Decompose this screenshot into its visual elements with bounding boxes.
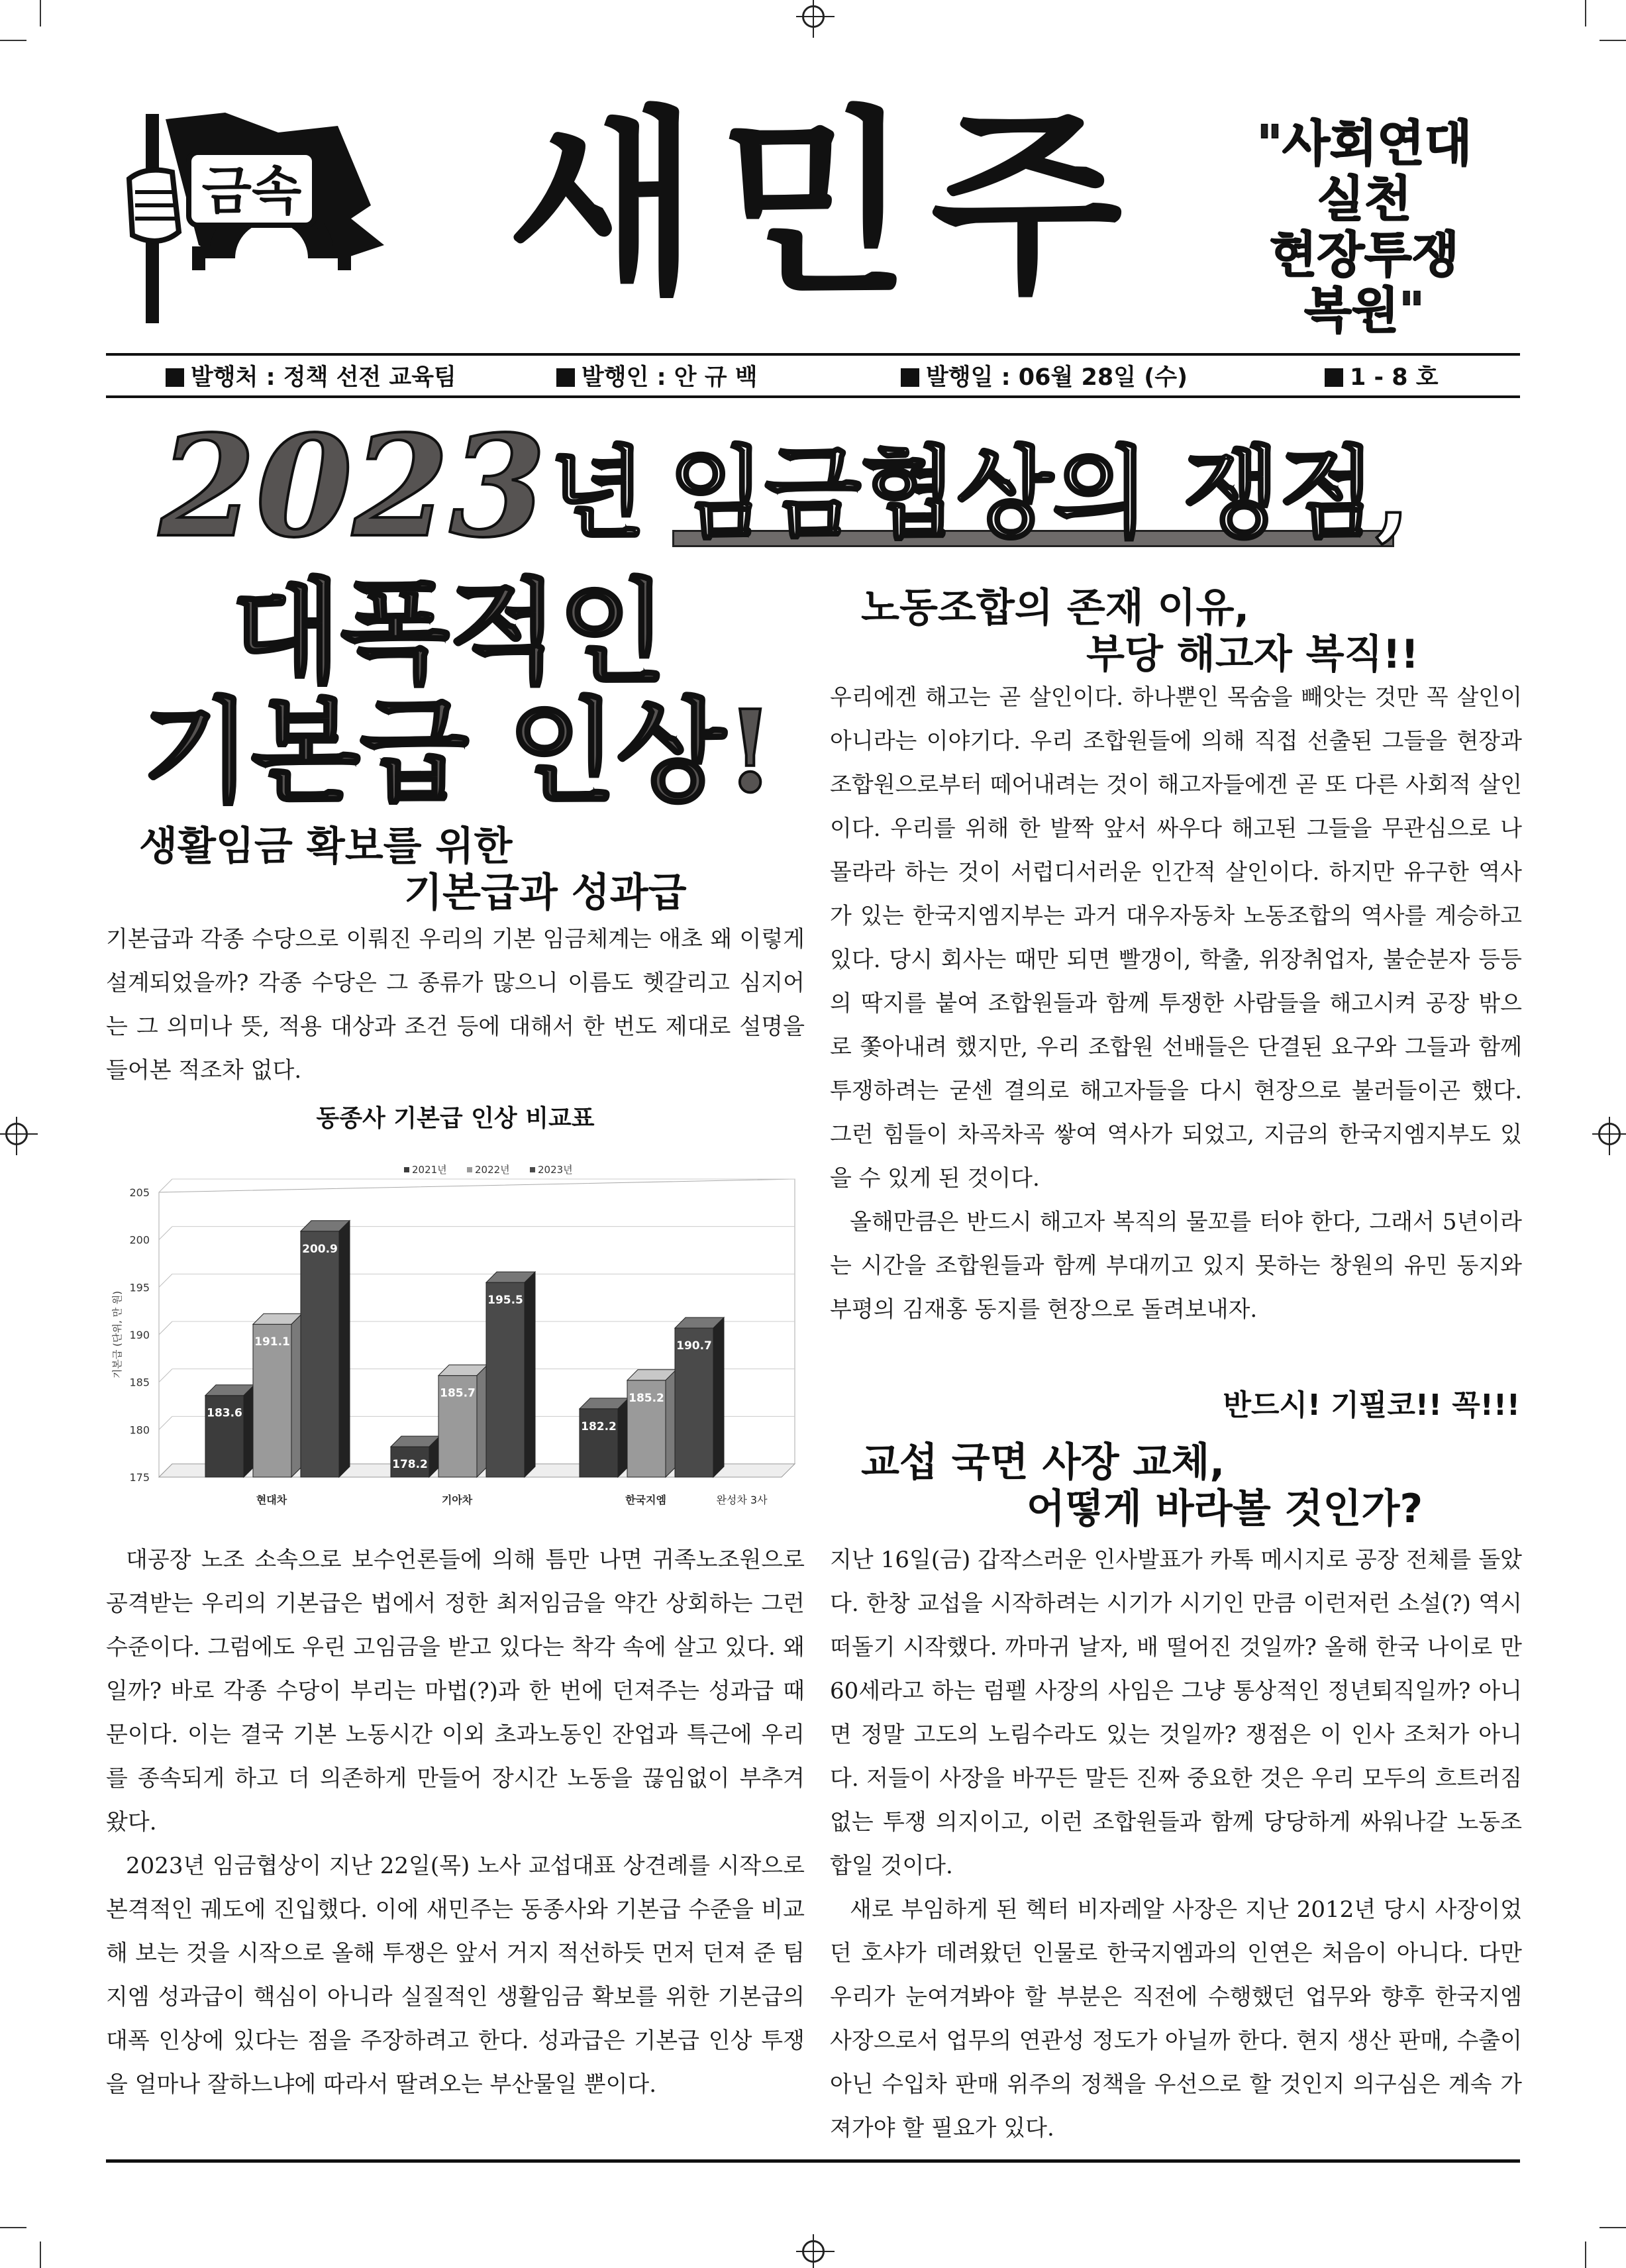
paragraph: 대공장 노조 소속으로 보수언론들에 의해 틈만 나면 귀족노조원으로 공격받는 우리의 기본급은 법에서 정한 최저임금을 약간 상회하는 그런 수준이다. 그럼에도 우린 고임금을 받고 있다는 착각 속에 살고 있다. 왜일까? 바로 각종 수당이 부리는 마법(?)과 한 번에 던져주는 성과급 때문이다. 이는 결국 기본 노동시간 이외 초과노동인 잔업과 특근에 우리를 종속되게 하고 더 의존하게 만들어 장시간 노동을 끊임없이 부추겨 왔다. [106,1547,805,1835]
headline-line-2: 대폭적인 [232,566,667,699]
crop-mark [0,40,26,41]
y-tick-label: 185 [129,1376,150,1389]
section2-heading-b: 부당 해고자 복직!! [1086,631,1419,678]
data-label: 191.1 [254,1335,290,1349]
data-label: 195.5 [487,1294,523,1308]
gridline [159,1369,172,1382]
gridline [159,1227,172,1240]
section1-body [106,1538,805,2108]
section2-slogan: 반드시! 기필코!! 꼭!!! [1223,1388,1520,1422]
publisher-info: 발행처 : 정책 선전 교육팀 [166,359,456,392]
bar-side [339,1221,350,1477]
data-label: 183.6 [207,1406,242,1420]
y-tick-label: 195 [129,1281,150,1294]
legend-swatch [467,1167,472,1172]
bar-side [713,1317,724,1477]
section3-heading-a: 교섭 국면 사장 교체, [861,1439,1225,1486]
data-label: 185.7 [440,1386,476,1400]
registration-mark-top [802,5,825,28]
union-logo [126,106,391,331]
square-bullet-icon [556,368,575,387]
headline-subtitle: 임금협상의 쟁점, [669,435,1410,552]
publication-info-bar [106,353,1520,398]
slogan-line: 실천 [1317,171,1412,228]
y-tick-label: 200 [129,1233,150,1247]
paragraph: 지난 16일(금) 갑작스러운 인사발표가 카톡 메시지로 공장 전체를 돌았다. 한창 교섭을 시작하려는 시기가 시기인 만큼 이런저런 소설(?) 역시 떠돌기 시작했다. 까마귀 날자, 배 떨어진 것일까? 올해 한국 나이로 만 60세라고 하는 럼펠 사장의 사임은 그냥 통상적인 정년퇴직일까? 아니면 정말 고도의 노림수라도 있는 것일까? 쟁점은 이 인사 조처가 아니다. 저들이 사장을 바꾸든 말든 진짜 중요한 것은 우리 모두의 흐트러짐 없는 투쟁 의지이고, 이런 조합원들과 함께 당당하게 싸워나갈 노동조합일 것이다. [830,1547,1522,1879]
headline-year-suffix: 년 [550,435,646,552]
section2-body [830,676,1522,1384]
section1-heading-b: 기본급과 성과급 [404,870,687,916]
paragraph: 올해만큼은 반드시 해고자 복직의 물꼬를 터야 한다, 그래서 5년이라는 시간을 조합원들과 함께 부대끼고 있지 못하는 창원의 유민 동지와 부평의 김재홍 동지를 현장으로 돌려보내자. [830,1209,1522,1323]
headline-year: 2023 [159,405,546,568]
slogan-line: 복원" [1304,282,1425,339]
registration-mark-left [5,1123,28,1145]
y-tick-label: 205 [129,1186,150,1199]
gridline [159,1321,172,1335]
bottom-rule [106,2159,1520,2163]
gridline [159,1416,172,1429]
x-tick-label: 기아차 [441,1494,473,1506]
newspaper-title: 새민주 [507,89,1143,321]
logo-text: 금속 [201,162,302,221]
issue-number: 1 - 8 호 [1325,359,1439,392]
date-info: 발행일 : 06월 28일 (수) [901,359,1188,392]
issuer-info: 발행인 : 안 규 백 [556,359,758,392]
square-bullet-icon [1325,368,1343,387]
data-label: 190.7 [676,1339,712,1353]
section2-heading-a: 노동조합의 존재 이유, [861,585,1250,631]
y-tick-label: 175 [129,1471,150,1484]
data-label: 185.2 [629,1391,664,1405]
crop-mark [0,2227,26,2228]
y-axis-label: 기본급 (단위, 만 원) [111,1290,123,1379]
section3-body [830,1538,1522,2141]
registration-mark-bottom [802,2240,825,2263]
crop-mark [1600,2227,1626,2228]
x-tick-label: 완성차 3사 [716,1494,768,1506]
y-tick-label: 190 [129,1329,150,1341]
slogan-line: 현장투쟁 [1270,227,1459,284]
paragraph: 2023년 임금협상이 지난 22일(목) 노사 교섭대표 상견례를 시작으로 본격적인 궤도에 진입했다. 이에 새민주는 동종사와 기본급 수준을 비교해 보는 것을 시작으로 올해 투쟁은 앞서 거지 적선하듯 먼저 던져 준 팀지엠 성과급이 핵심이 아니라 실질적인 생활임금 확보를 위한 기본급의 대폭 인상에 있다는 점을 주장하려고 한다. 성과급은 기본급 인상 투쟁을 얼마나 잘하느냐에 따라서 딸려오는 부산물일 뿐이다. [106,1853,805,2098]
crop-mark [1600,40,1626,41]
data-label: 200.9 [302,1242,338,1256]
section1-intro [106,917,805,1096]
legend-label: 2023년 [538,1164,573,1176]
y-tick-label: 180 [129,1423,150,1437]
chart-title: 동종사 기본급 인상 비교표 [316,1105,595,1132]
legend-swatch [530,1167,535,1172]
bar [580,1409,618,1477]
headline-line-3: 기본급 인상! [142,686,775,818]
crop-mark [1585,0,1586,26]
square-bullet-icon [166,368,184,387]
x-tick-label: 한국지엠 [625,1494,666,1506]
legend-swatch [404,1167,409,1172]
crop-mark [40,0,41,26]
x-tick-label: 현대차 [256,1494,287,1506]
crop-mark [1585,2242,1586,2268]
data-label: 178.2 [392,1458,428,1472]
section3-heading-b: 어떻게 바라볼 것인가? [1027,1486,1423,1532]
registration-mark-right [1598,1123,1621,1145]
slogan [1245,116,1484,338]
gridline [159,1274,172,1287]
crop-mark [40,2242,41,2268]
paragraph: 기본급과 각종 수당으로 이뤄진 우리의 기본 임금체계는 애초 왜 이렇게 설계되었을까? 각종 수당은 그 종류가 많으니 이름도 헷갈리고 심지어는 그 의미나 뜻, 적용 대상과 조건 등에 대해서 한 번도 제대로 설명을 들어본 적조차 없다. [106,926,805,1084]
legend-label: 2021년 [412,1164,447,1176]
data-label: 182.2 [581,1419,617,1433]
section1-heading-a: 생활임금 확보를 위한 [139,823,513,870]
paragraph: 우리에겐 해고는 곧 살인이다. 하나뿐인 목숨을 빼앗는 것만 꼭 살인이 아니라는 이야기다. 우리 조합원들에 의해 직접 선출된 그들을 현장과 조합원으로부터 떼어내려는 것이 해고자들에겐 곧 또 다른 사회적 살인이다. 우리를 위해 한 발짝 앞서 싸우다 해고된 그들을 무관심으로 나 몰라라 하는 것이 서럽디서러운 인간적 살인이다. 하지만 유구한 역사가 있는 한국지엠지부는 과거 대우자동차 노동조합의 역사를 계승하고 있다. 당시 회사는 때만 되면 빨갱이, 학출, 위장취업자, 불순분자 등등의 딱지를 붙여 조합원들과 함께 투쟁한 사람들을 해고시켜 공장 밖으로 쫓아내려 했지만, 우리 조합원 선배들은 단결된 요구와 그들과 함께 투쟁하려는 굳센 결의로 해고자들을 다시 현장으로 불러들이곤 했다. 그런 힘들이 차곡차곡 쌓여 역사가 되었고, 지금의 한국지엠지부도 있을 수 있게 된 것이다. [830,684,1522,1192]
bar-side [525,1272,535,1477]
bar [301,1231,339,1477]
gridline [159,1179,172,1192]
square-bullet-icon [901,368,919,387]
paragraph: 새로 부임하게 된 헥터 비자레알 사장은 지난 2012년 당시 사장이었던 호샤가 데려왔던 인물로 한국지엠과의 인연은 처음이 아니다. 다만 우리가 눈여겨봐야 할 부분은 직전에 수행했던 업무와 향후 한국지엠 사장으로서 업무의 연관성 정도가 아닐까 한다. 현지 생산 판매, 수출이 아닌 수입차 판매 위주의 정책을 우선으로 할 것인지 의구심은 계속 가져가야 할 필요가 있다. [830,1896,1522,2141]
bar [486,1282,525,1477]
legend-label: 2022년 [475,1164,510,1176]
slogan-line: "사회연대 [1256,115,1472,172]
wage-comparison-chart [106,1133,815,1523]
